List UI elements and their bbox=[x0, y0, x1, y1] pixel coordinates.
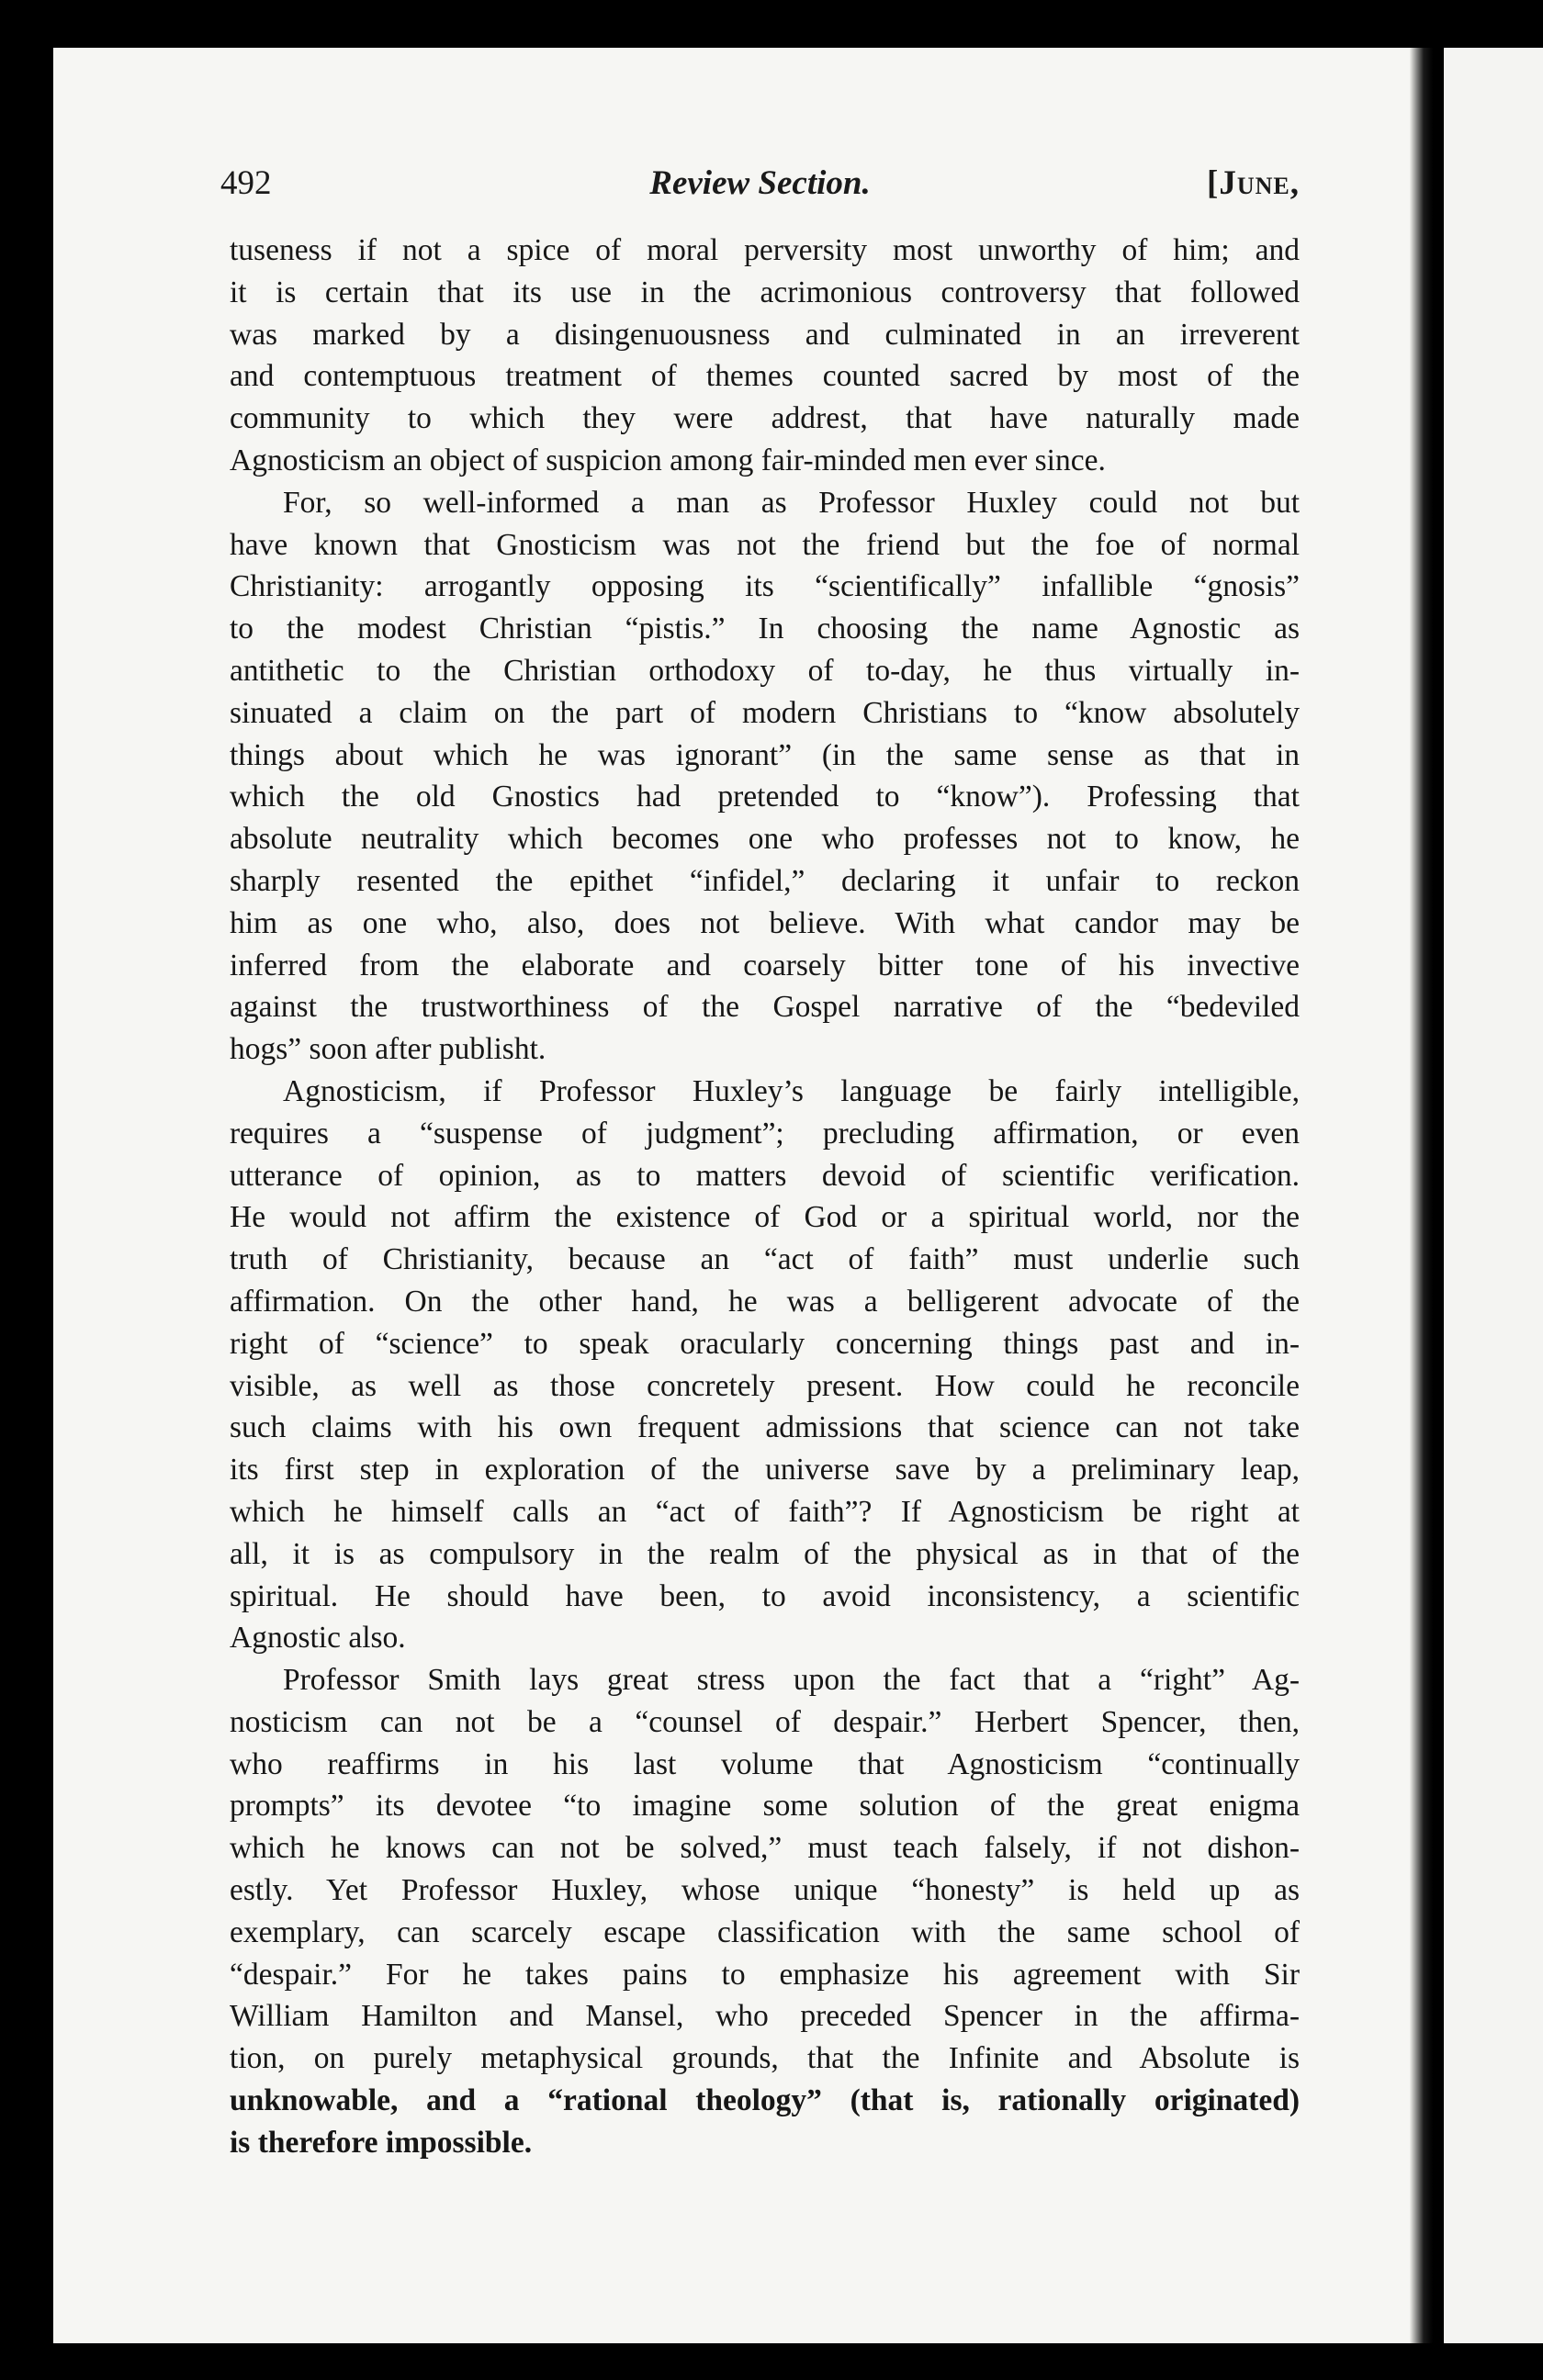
text-line: tion, on purely metaphysical grounds, that the Infinite and Absolute is bbox=[230, 2041, 1300, 2076]
text-line: all, it is as compulsory in the realm of the physical as in that of the bbox=[230, 1536, 1300, 1571]
body-text bbox=[230, 230, 1300, 2164]
running-head bbox=[220, 163, 1300, 219]
paragraph bbox=[230, 230, 1300, 482]
paragraph bbox=[230, 482, 1300, 1071]
text-line: such claims with his own frequent admissions that science can not take bbox=[230, 1410, 1300, 1445]
text-line: against the trustworthiness of the Gospel narrative of the “bedeviled bbox=[230, 990, 1300, 1025]
text-line: nosticism can not be a “counsel of despair.” Herbert Spencer, then, bbox=[230, 1704, 1300, 1739]
text-line: “despair.” For he takes pains to emphasize his agreement with Sir bbox=[230, 1957, 1300, 1992]
text-line: estly. Yet Professor Huxley, whose unique “honesty” is held up as bbox=[230, 1873, 1300, 1908]
text-line: sharply resented the epithet “infidel,” declaring it unfair to reckon bbox=[230, 863, 1300, 898]
text-line: which he knows can not be solved,” must teach falsely, if not dishon- bbox=[230, 1831, 1300, 1866]
text-line: things about which he was ignorant” (in the same sense as that in bbox=[230, 737, 1300, 772]
text-line: to the modest Christian “pistis.” In choosing the name Agnostic as bbox=[230, 612, 1300, 646]
section-title: Review Section. bbox=[649, 164, 871, 202]
text-line: affirmation. On the other hand, he was a belligerent advocate of the bbox=[230, 1284, 1300, 1319]
text-line: visible, as well as those concretely present. How could he reconcile bbox=[230, 1368, 1300, 1403]
text-line: right of “science” to speak oracularly concerning things past and in- bbox=[230, 1326, 1300, 1361]
adjacent-page-edge bbox=[1444, 48, 1543, 2343]
text-line: unknowable, and a “rational theology” (that is, rationally originated) bbox=[230, 2083, 1300, 2118]
text-line: truth of Christianity, because an “act of faith” must underlie such bbox=[230, 1242, 1300, 1277]
paragraph bbox=[230, 1659, 1300, 2164]
text-line: Agnostic also. bbox=[230, 1621, 406, 1656]
text-line: William Hamilton and Mansel, who preceded Spencer in the affirma- bbox=[230, 1999, 1300, 2034]
text-line: its first step in exploration of the universe save by a preliminary leap, bbox=[230, 1453, 1300, 1488]
text-line: and contemptuous treatment of themes counted sacred by most of the bbox=[230, 359, 1300, 394]
text-line: Professor Smith lays great stress upon the fact that a “right” Ag- bbox=[283, 1663, 1300, 1698]
page-gutter-shadow bbox=[1410, 48, 1433, 2343]
text-line: For, so well-informed a man as Professor Huxley could not but bbox=[283, 485, 1300, 520]
text-line: Agnosticism an object of suspicion among fair-minded men ever since. bbox=[230, 443, 1106, 477]
text-line: antithetic to the Christian orthodoxy of to-day, he thus virtually in- bbox=[230, 653, 1300, 688]
text-line: tuseness if not a spice of moral perversity most unworthy of him; and bbox=[230, 233, 1300, 267]
text-line: who reaffirms in his last volume that Agnosticism “continually bbox=[230, 1746, 1300, 1781]
text-line: requires a “suspense of judgment”; precluding affirmation, or even bbox=[230, 1116, 1300, 1151]
text-line: which the old Gnostics had pretended to “know”). Professing that bbox=[230, 780, 1300, 814]
text-line: spiritual. He should have been, to avoid inconsistency, a scientific bbox=[230, 1578, 1300, 1613]
text-line: it is certain that its use in the acrimonious controversy that followed bbox=[230, 275, 1300, 309]
running-head-month: [June, bbox=[1207, 164, 1300, 202]
text-line: utterance of opinion, as to matters devoid of scientific verification. bbox=[230, 1158, 1300, 1193]
text-line: exemplary, can scarcely escape classification with the same school of bbox=[230, 1914, 1300, 1949]
text-line: have known that Gnosticism was not the friend but the foe of normal bbox=[230, 527, 1300, 562]
text-line: is therefore impossible. bbox=[230, 2125, 533, 2160]
text-line: community to which they were addrest, that have naturally made bbox=[230, 401, 1300, 436]
page-number: 492 bbox=[220, 164, 272, 202]
text-line: absolute neutrality which becomes one who professes not to know, he bbox=[230, 822, 1300, 857]
text-line: Agnosticism, if Professor Huxley’s language be fairly intelligible, bbox=[283, 1073, 1300, 1108]
text-line: which he himself calls an “act of faith”? If Agnosticism be right at bbox=[230, 1494, 1300, 1529]
text-line: him as one who, also, does not believe. With what candor may be bbox=[230, 905, 1300, 940]
text-line: He would not affirm the existence of God or a spiritual world, nor the bbox=[230, 1200, 1300, 1235]
text-line: inferred from the elaborate and coarsely bitter tone of his invective bbox=[230, 948, 1300, 982]
text-line: prompts” its devotee “to imagine some solution of the great enigma bbox=[230, 1789, 1300, 1824]
text-line: hogs” soon after publisht. bbox=[230, 1032, 546, 1067]
text-line: sinuated a claim on the part of modern Christians to “know absolutely bbox=[230, 695, 1300, 730]
text-line: Christianity: arrogantly opposing its “scientifically” infallible “gnosis” bbox=[230, 569, 1300, 604]
text-line: was marked by a disingenuousness and culminated in an irreverent bbox=[230, 317, 1300, 352]
paragraph bbox=[230, 1071, 1300, 1659]
